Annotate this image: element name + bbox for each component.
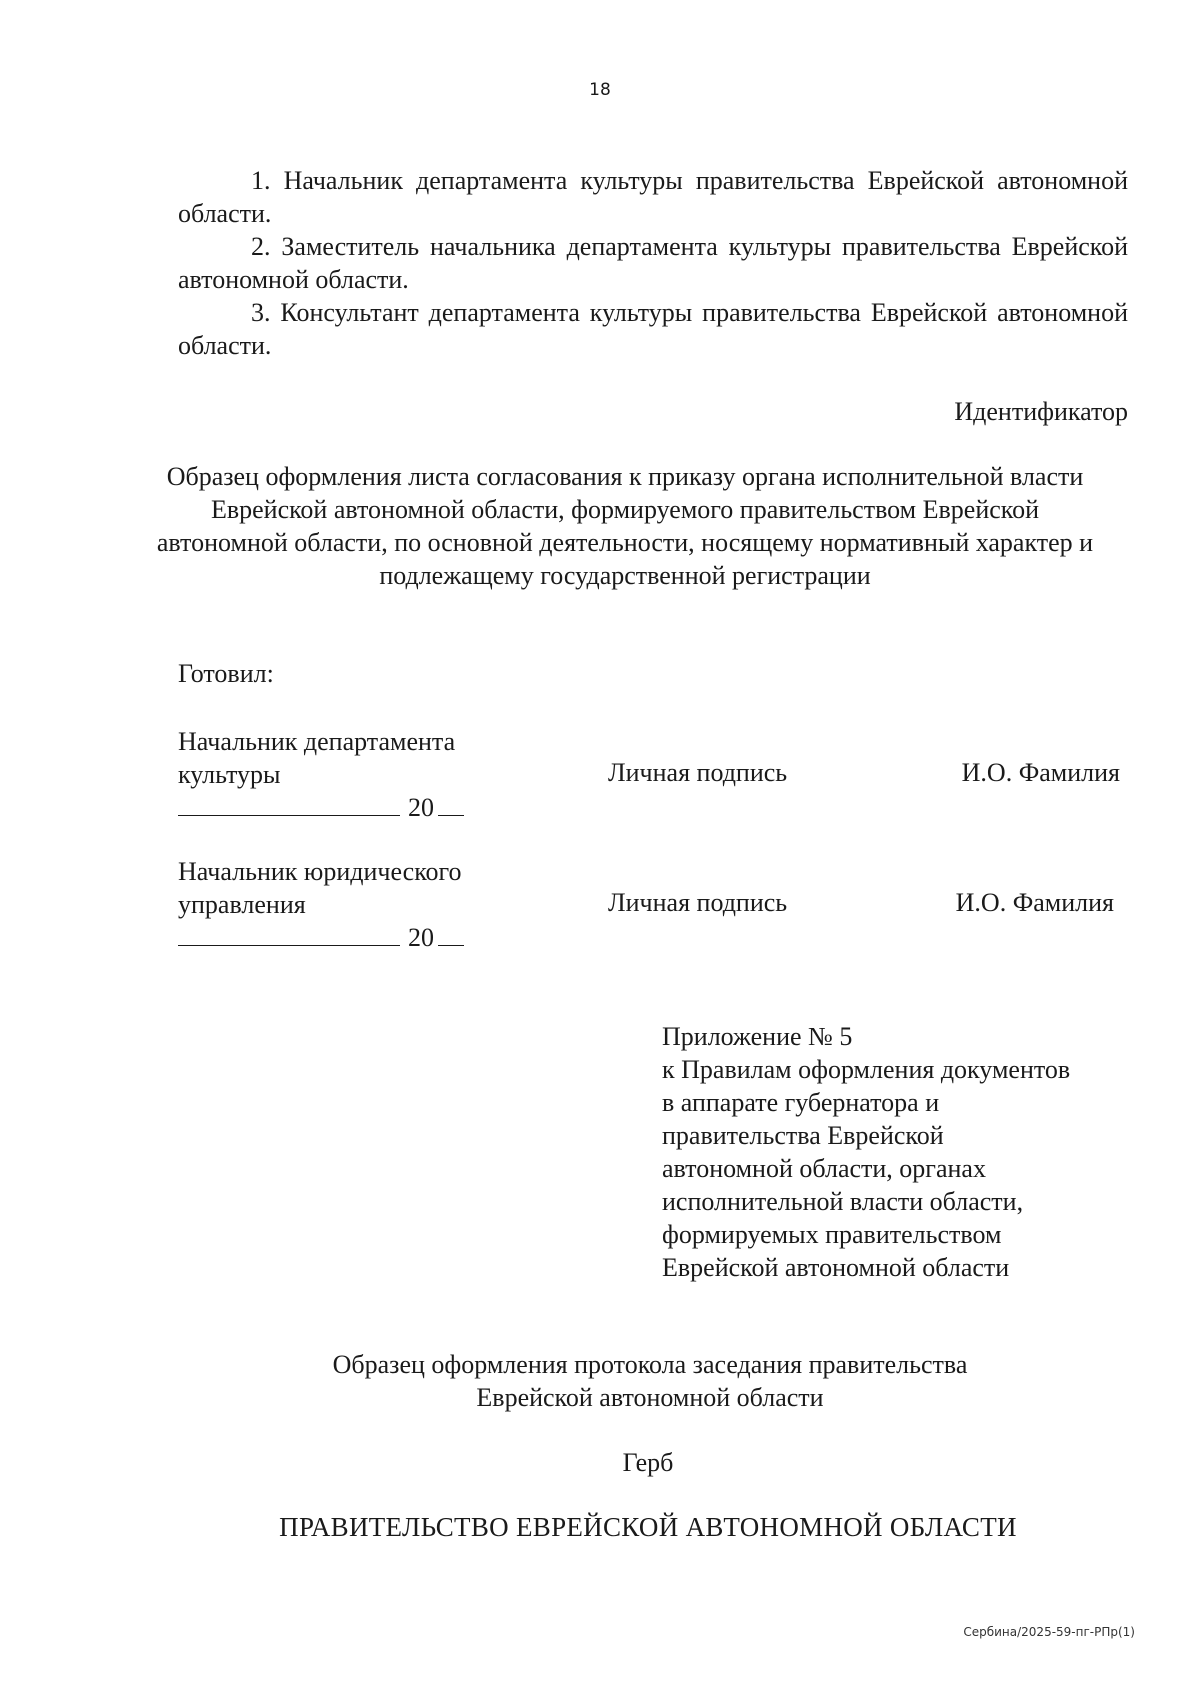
signatory-name-1: И.О. Фамилия bbox=[961, 758, 1120, 787]
signature-placeholder-2: Личная подпись bbox=[608, 888, 788, 917]
date-blank-line bbox=[178, 923, 400, 946]
appendix-line: Приложение № 5 bbox=[662, 1022, 853, 1051]
sample-title-approval-sheet: Образец оформления листа согласования к приказу органа исполнительной власти Еврейской автономной области, формируемого правительством Еврейской автономной области, по основной деятельности, носящему нормативный характер и подлежащему государственной регистрации bbox=[156, 462, 1094, 590]
date-year: 20 bbox=[408, 793, 434, 822]
year-blank-line bbox=[438, 793, 464, 816]
appendix-line: правительства Еврейской bbox=[662, 1121, 944, 1150]
page-number: 18 bbox=[589, 80, 611, 100]
position-line: управления bbox=[178, 890, 306, 919]
appendix-note bbox=[662, 1020, 1142, 1284]
appendix-line: формируемых правительством bbox=[662, 1220, 1002, 1249]
appendix-line: в аппарате губернатора и bbox=[662, 1088, 940, 1117]
signatory-position-2 bbox=[178, 855, 508, 954]
appendix-line: исполнительной власти области, bbox=[662, 1187, 1024, 1216]
signatory-position-1 bbox=[178, 725, 508, 824]
signature-placeholder-1: Личная подпись bbox=[608, 758, 788, 787]
position-line: Начальник юридического bbox=[178, 857, 462, 886]
list-item: 1. Начальник департамента культуры правительства Еврейской автономной области. bbox=[178, 166, 1128, 228]
title-line: Образец оформления протокола заседания правительства bbox=[332, 1350, 968, 1379]
sample-title-protocol bbox=[150, 1348, 1150, 1414]
position-line: культуры bbox=[178, 760, 281, 789]
appendix-line: автономной области, органах bbox=[662, 1154, 986, 1183]
coat-of-arms-placeholder: Герб bbox=[622, 1448, 674, 1477]
date-field bbox=[178, 921, 508, 954]
appendix-line: Еврейской автономной области bbox=[662, 1253, 1010, 1282]
appendix-line: к Правилам оформления документов bbox=[662, 1055, 1071, 1084]
prepared-label: Готовил: bbox=[178, 659, 274, 688]
list-item: 3. Консультант департамента культуры правительства Еврейской автономной области. bbox=[178, 298, 1128, 360]
list-item: 2. Заместитель начальника департамента культуры правительства Еврейской автономной области. bbox=[178, 232, 1128, 294]
date-field bbox=[178, 791, 508, 824]
year-blank-line bbox=[438, 923, 464, 946]
signatory-name-2: И.О. Фамилия bbox=[955, 888, 1114, 917]
title-line: Еврейской автономной области bbox=[476, 1383, 824, 1412]
date-blank-line bbox=[178, 793, 400, 816]
document-code: Сербина/2025-59-пг-РПр(1) bbox=[963, 1625, 1135, 1639]
government-heading: ПРАВИТЕЛЬСТВО ЕВРЕЙСКОЙ АВТОНОМНОЙ ОБЛАСТИ bbox=[279, 1512, 1017, 1542]
identifier-label: Идентификатор bbox=[954, 397, 1128, 426]
date-year: 20 bbox=[408, 923, 434, 952]
positions-list bbox=[178, 164, 1128, 362]
position-line: Начальник департамента bbox=[178, 727, 456, 756]
